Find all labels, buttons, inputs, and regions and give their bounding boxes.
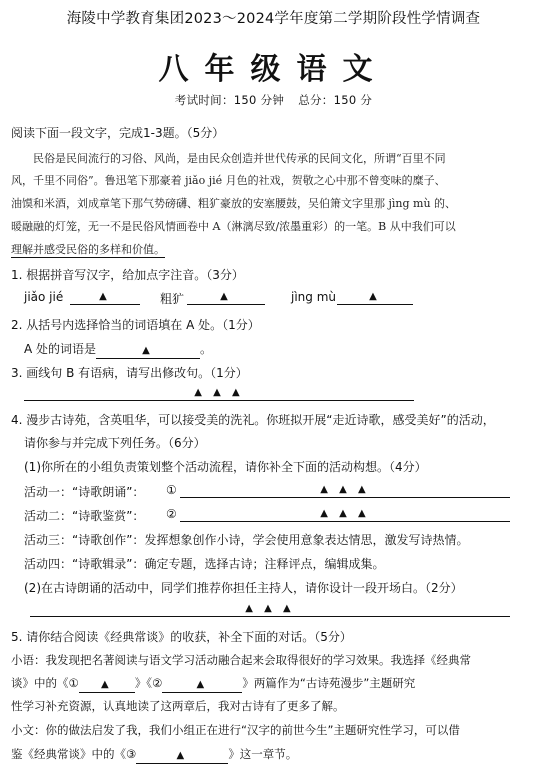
dialogue-sep: 》《 (134, 676, 153, 690)
q1-answer-2[interactable]: ▲ (187, 290, 265, 305)
exam-time: 考试时间：150 分钟 (174, 93, 285, 107)
q4-sub-2-answer[interactable]: ▲ ▲ ▲ (30, 602, 510, 617)
question-1: 1. 根据拼音写汉字，给加点字注音。（3分） (11, 268, 244, 282)
dialogue-line-5 (11, 746, 297, 764)
q2-line (24, 340, 212, 359)
question-3: 3. 画线句 B 有语病，请写出修改句。（1分） (11, 366, 248, 380)
dialogue-line-5-prefix: 鉴《经典常谈》中的《 (11, 747, 126, 761)
dialogue-line-5-suffix: 》这一章节。 (228, 747, 298, 761)
activity-1-name: 活动一：“诗歌朗诵”： (24, 485, 145, 499)
dialogue-answer-2[interactable]: ▲ (162, 678, 242, 693)
q2-end: 。 (200, 342, 213, 356)
passage-line-5-underlined: 理解并感受民俗的多样和价值。 (11, 243, 165, 256)
activity-3 (24, 531, 468, 548)
q4-sub-2: (2)在古诗朗诵的活动中，同学们推荐你担任主持人，请你设计一段开场白。（2分） (24, 581, 463, 595)
dialogue-answer-3[interactable]: ▲ (136, 749, 228, 764)
q1-item-3-label: jìng mù (291, 290, 336, 304)
q1-item-1-label: jiǎo jié (24, 290, 64, 304)
marker-2: ② (152, 676, 163, 690)
activity-4-name: 活动四：“诗歌辑录”： (24, 557, 145, 571)
question-5: 5. 请你结合阅读《经典常谈》的收获，补全下面的对话。（5分） (11, 630, 352, 644)
activity-4 (24, 555, 384, 572)
dialogue-line-2 (11, 675, 415, 693)
exam-score: 总分：150 分 (298, 93, 373, 107)
activity-4-desc: 确定专题，选择古诗；注释评点，编辑成集。 (144, 557, 385, 571)
q2-answer[interactable]: ▲ (96, 344, 200, 359)
dialogue-line-4: 小文：你的做法启发了我，我们小组正在进行“汉字的前世今生”主题研究性学习，可以借 (11, 723, 460, 737)
dialogue-line-3: 性学习补充资源，认真地读了这两章后，我对古诗有了更多了解。 (11, 699, 345, 713)
activity-1-answer[interactable]: ▲ ▲ ▲ (180, 483, 510, 498)
passage-line-2: 风，千里不同俗”。鲁迅笔下那豪着 jiǎo jié 月色的社戏，贺敬之心中那不曾变味的糜子、 (11, 174, 446, 187)
q1-answer-1[interactable]: ▲ (70, 290, 140, 305)
passage-line-3: 油馍和米酒，刘成章笔下那气势磅礴、粗犷豪放的安塞腰鼓，吴伯箫文字里那 jìng mù 的、 (11, 197, 457, 210)
activity-2-name: 活动二：“诗歌鉴赏”： (24, 509, 145, 523)
question-2: 2. 从括号内选择恰当的词语填在 A 处。（1分） (11, 318, 260, 332)
exam-info (0, 92, 547, 108)
q1-answer-3[interactable]: ▲ (337, 290, 413, 305)
q4-sub-1: (1)你所在的小组负责策划整个活动流程，请你补全下面的活动构想。（4分） (24, 460, 427, 474)
marker-1: ① (68, 676, 79, 690)
activity-3-name: 活动三：“诗歌创作”： (24, 533, 145, 547)
dialogue-line-2-suffix: 》两篇作为“古诗苑漫步”主题研究 (242, 676, 416, 690)
dialogue-answer-1[interactable]: ▲ (79, 678, 135, 693)
question-4-line-1: 4. 漫步古诗苑，含英咀华，可以接受美的洗礼。你班拟开展“走近诗歌，感受美好”的活动， (11, 413, 495, 427)
question-4-line-2: 请你参与并完成下列任务。（6分） (24, 436, 206, 450)
marker-3: ③ (126, 747, 137, 761)
activity-3-desc: 发挥想象创作小诗，学会使用意象表达情思，激发写诗热情。 (144, 533, 469, 547)
page-title: 八年级语文 (158, 52, 389, 87)
q1-item-2-label: 粗犷 (160, 292, 185, 306)
activity-2-mark: ② (166, 507, 177, 521)
passage-line-4: 暖融融的灯笼，无一不是民俗风情画卷中 A（淋漓尽致/浓墨重彩）的一笔。B 从中我们可以 (11, 220, 456, 233)
q3-answer[interactable]: ▲ ▲ ▲ (24, 386, 414, 401)
dialogue-line-1: 小语：我发现把名著阅读与语文学习活动融合起来会取得很好的学习效果。我选择《经典常 (11, 653, 471, 667)
activity-1-mark: ① (166, 483, 177, 497)
activity-2-answer[interactable]: ▲ ▲ ▲ (180, 507, 510, 522)
q2-prompt: A 处的词语是 (24, 342, 97, 356)
dialogue-line-2-prefix: 谈》中的《 (11, 676, 69, 690)
exam-header: 海陵中学教育集团2023～2024学年度第二学期阶段性学情调查 (66, 11, 481, 27)
section1-instruction: 阅读下面一段文字，完成1-3题。（5分） (11, 126, 225, 140)
passage-line-1: 民俗是民间流行的习俗、风尚，是由民众创造并世代传承的民间文化，所谓“百里不同 (33, 152, 446, 165)
